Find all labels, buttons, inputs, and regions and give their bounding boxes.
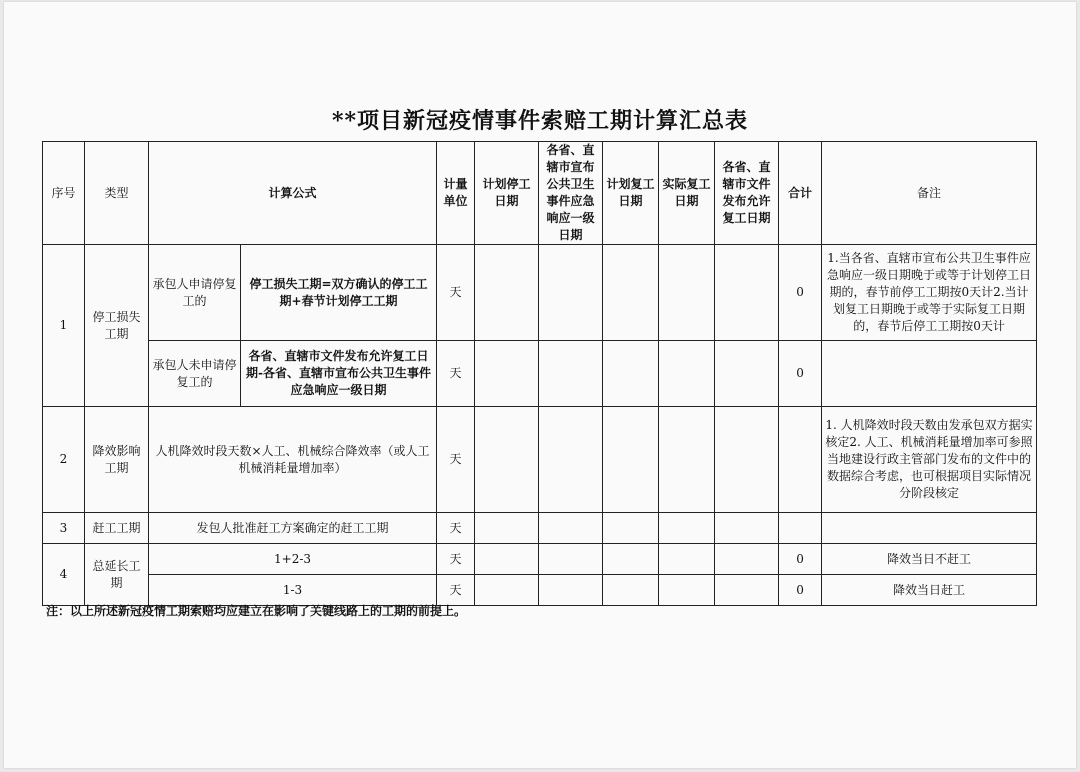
row-total: 0 (779, 245, 822, 341)
header-total: 合计 (779, 142, 822, 245)
row-no: 2 (43, 407, 85, 513)
cell-empty (659, 513, 715, 544)
cell-empty (539, 245, 603, 341)
cell-empty (475, 513, 539, 544)
row-note: 1. 人机降效时段天数由发承包双方据实核定2. 人工、机械消耗量增加率可参照当地建设行政主管部门发布的文件中的数据综合考虑，也可根据项目实际情况分阶段核定 (822, 407, 1037, 513)
row-formula: 停工损失工期=双方确认的停工工期+春节计划停工工期 (241, 245, 437, 341)
row-unit: 天 (437, 407, 475, 513)
cell-empty (603, 245, 659, 341)
header-formula: 计算公式 (149, 142, 437, 245)
cell-empty (659, 544, 715, 575)
cell-empty (779, 513, 822, 544)
cell-empty (659, 407, 715, 513)
row-type: 总延长工期 (85, 544, 149, 606)
header-remark: 备注 (822, 142, 1037, 245)
row-formula: 各省、直辖市文件发布允许复工日期-各省、直辖市宣布公共卫生事件应急响应一级日期 (241, 341, 437, 407)
header-plan-stop: 计划停工日期 (475, 142, 539, 245)
page-title: **项目新冠疫情事件索赔工期计算汇总表 (331, 108, 748, 134)
row-subtype: 承包人申请停复工的 (149, 245, 241, 341)
cell-empty (715, 341, 779, 407)
row-unit: 天 (437, 513, 475, 544)
cell-empty (659, 245, 715, 341)
cell-empty (779, 407, 822, 513)
table-header-row (43, 142, 1037, 245)
cell-empty (715, 513, 779, 544)
header-plan-resume: 计划复工日期 (603, 142, 659, 245)
row-formula: 1-3 (149, 575, 437, 606)
row-unit: 天 (437, 575, 475, 606)
cell-empty (539, 575, 603, 606)
row-unit: 天 (437, 245, 475, 341)
row-type: 降效影响工期 (85, 407, 149, 513)
row-subtype: 承包人未申请停复工的 (149, 341, 241, 407)
row-note: 1.当各省、直辖市宣布公共卫生事件应急响应一级日期晚于或等于计划停工日期的，春节前停工工期按0天计2.当计划复工日期晚于或等于实际复工日期的，春节后停工工期按0天计 (822, 245, 1037, 341)
cell-empty (539, 544, 603, 575)
cell-empty (715, 407, 779, 513)
cell-empty (475, 575, 539, 606)
row-no: 1 (43, 245, 85, 407)
row-formula: 发包人批准赶工方案确定的赶工工期 (149, 513, 437, 544)
summary-table (42, 141, 1037, 606)
footnote: 注：以上所述新冠疫情工期索赔均应建立在影响了关键线路上的工期的前提上。 (46, 604, 467, 618)
row-type: 停工损失工期 (85, 245, 149, 407)
cell-empty (603, 513, 659, 544)
row-no: 4 (43, 544, 85, 606)
cell-empty (475, 245, 539, 341)
cell-empty (475, 407, 539, 513)
header-actual-resume: 实际复工日期 (659, 142, 715, 245)
cell-empty (603, 341, 659, 407)
row-type: 赶工工期 (85, 513, 149, 544)
header-no: 序号 (43, 142, 85, 245)
cell-empty (659, 575, 715, 606)
cell-empty (603, 575, 659, 606)
table-row (43, 513, 1037, 544)
cell-empty (659, 341, 715, 407)
row-total: 0 (779, 575, 822, 606)
row-note: 降效当日赶工 (822, 575, 1037, 606)
cell-empty (539, 407, 603, 513)
cell-empty (715, 544, 779, 575)
cell-empty (715, 575, 779, 606)
header-type: 类型 (85, 142, 149, 245)
row-note-empty (822, 513, 1037, 544)
cell-empty (475, 544, 539, 575)
cell-empty (539, 513, 603, 544)
table-row (43, 575, 1037, 606)
header-response-date: 各省、直辖市宣布公共卫生事件应急响应一级日期 (539, 142, 603, 245)
cell-empty (475, 341, 539, 407)
cell-empty (715, 245, 779, 341)
cell-empty (539, 341, 603, 407)
row-unit: 天 (437, 341, 475, 407)
cell-empty (603, 544, 659, 575)
row-note-empty (822, 341, 1037, 407)
row-formula: 1+2-3 (149, 544, 437, 575)
row-total: 0 (779, 544, 822, 575)
row-total: 0 (779, 341, 822, 407)
cell-empty (603, 407, 659, 513)
row-formula: 人机降效时段天数×人工、机械综合降效率（或人工机械消耗量增加率） (149, 407, 437, 513)
table-row (43, 341, 1037, 407)
row-unit: 天 (437, 544, 475, 575)
table-row (43, 245, 1037, 341)
header-permit-date: 各省、直辖市文件发布允许复工日期 (715, 142, 779, 245)
row-no: 3 (43, 513, 85, 544)
table-row (43, 407, 1037, 513)
table-row (43, 544, 1037, 575)
row-note: 降效当日不赶工 (822, 544, 1037, 575)
header-unit: 计量单位 (437, 142, 475, 245)
